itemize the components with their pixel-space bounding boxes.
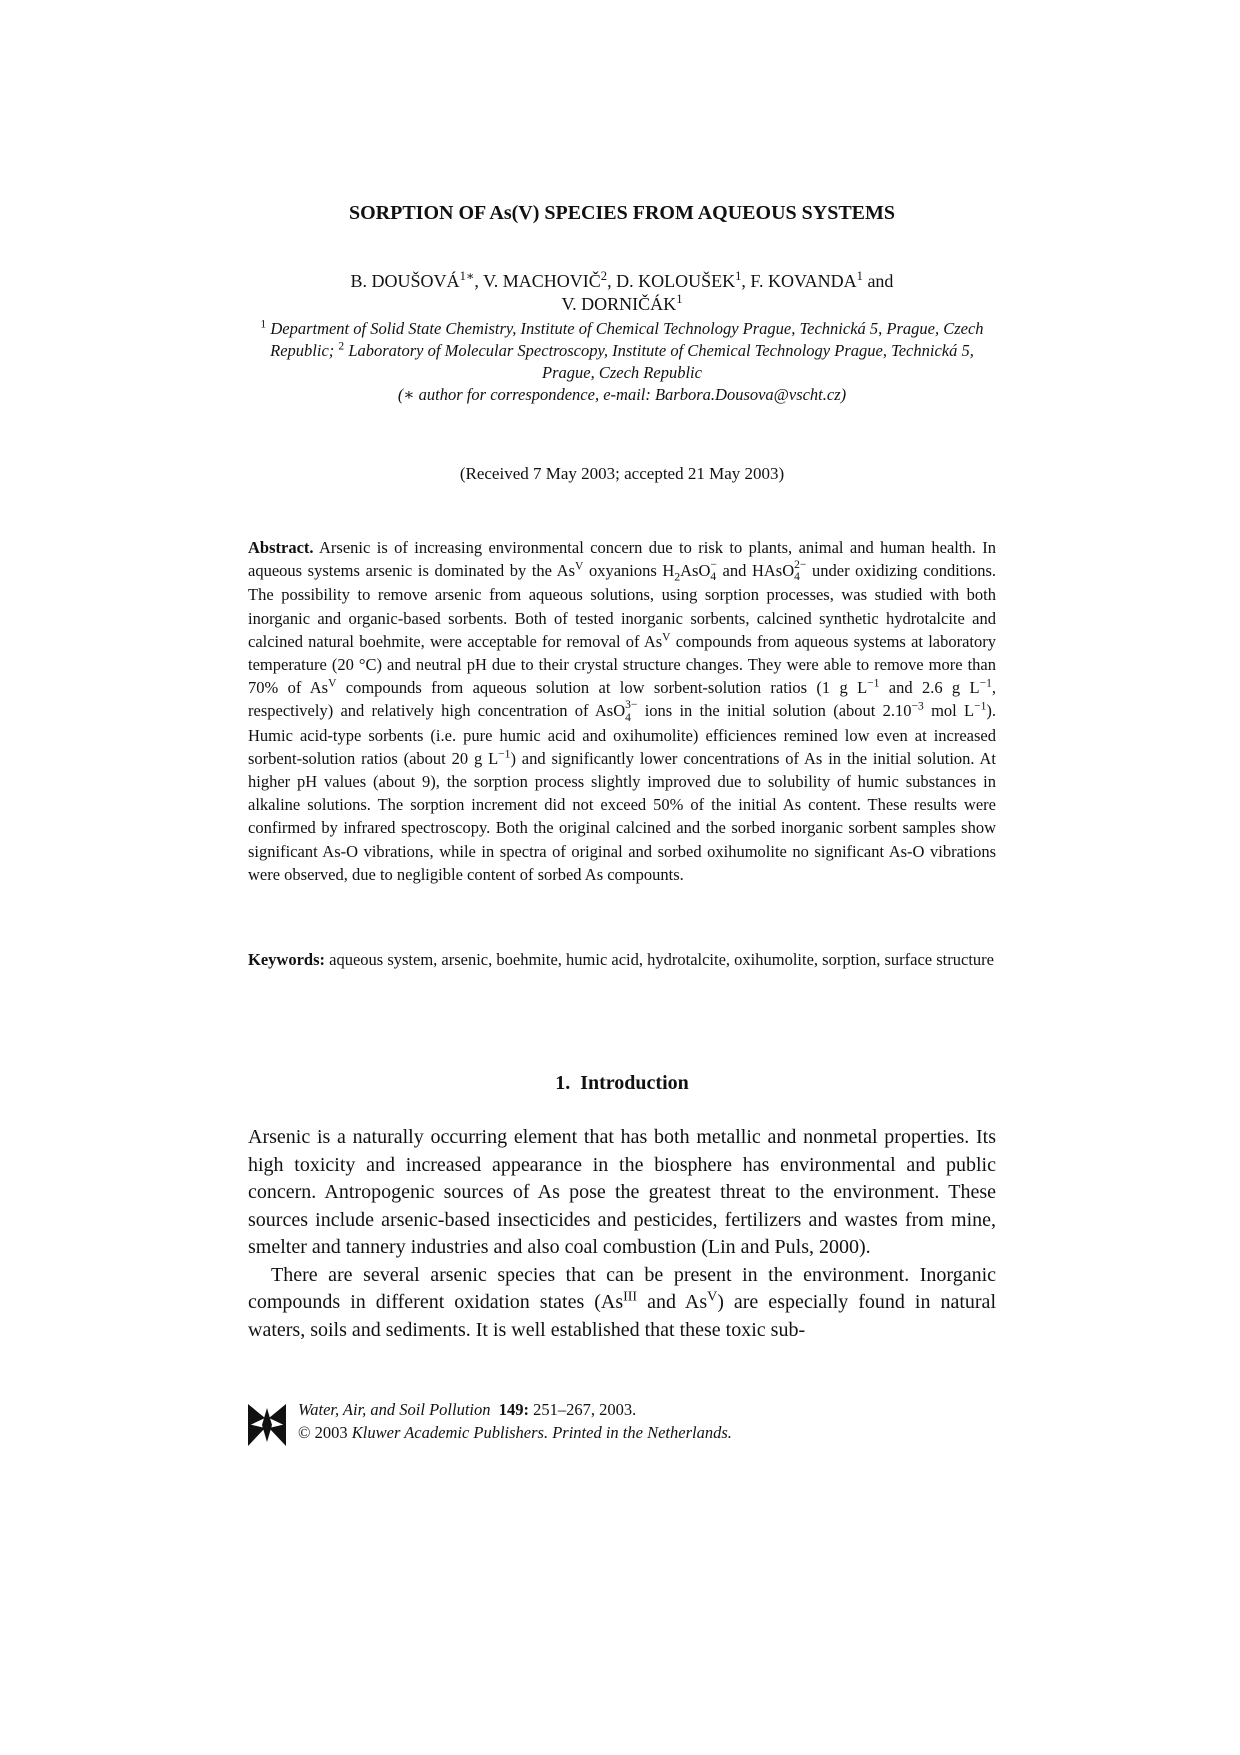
abstract-text: mol L [923,701,975,721]
abstract-sup: V [575,560,584,573]
section-heading [248,1072,996,1095]
affiliations [248,318,996,406]
ion-subscript: 4 [710,571,717,584]
journal-pages: 251–267, 2003. [529,1400,637,1419]
abstract-text: compounds from aqueous solution at low sorbent-solution ratios (1 g L [336,678,868,698]
abstract-sub: 2 [674,571,681,584]
section-title: Introduction [580,1072,689,1094]
abstract-text: compounds from aqueous systems at laboratory temperature (20 °C) and neutral pH due to their crystal structure changes. They were able to remove more than 70% of As [248,631,996,698]
abstract-sup: −1 [974,701,987,714]
abstract-text: , respectively) and relatively high concentration of AsO [248,678,996,721]
affil-num: 1 [260,318,267,331]
author-sup: 1 [735,269,742,283]
author-name: , D. KOLOUŠEK [607,271,736,291]
abstract-text: Arsenic is of increasing environmental concern due to risk to plants, animal and human health. In aqueous systems arsenic is dominated by the As [248,538,996,581]
abstract-text: under oxidizing conditions. The possibility to remove arsenic from aqueous solutions, using sorption processes, was studied with both inorganic and organic-based sorbents. Both of tested inorganic sorbents, calcined synthetic hydrotalcite and calcined natural boehmite, were acceptable for removal of As [248,561,996,651]
intro-body [248,1124,996,1344]
received-dates: (Received 7 May 2003; accepted 21 May 2003) [459,464,785,483]
author-and: and [862,271,894,291]
abstract-text: AsO [680,561,711,581]
abstract-sup: −1 [867,677,880,690]
author-name: B. DOUŠOVÁ [350,271,460,291]
copyright: © 2003 [298,1423,352,1442]
author-list [248,270,996,316]
abstract-text: ). Humic acid-type sorbents (i.e. pure humic acid and oxihumolite) efficiences remined low even at increased sorbent-solution ratios (about 20 g L [248,701,996,768]
journal-name: Water, Air, and Soil Pollution [298,1400,491,1419]
abstract-sup: V [328,677,337,690]
affil-text: Laboratory of Molecular Spectroscopy, Institute of Chemical Technology Prague, Technická 5, Prague, Czech Republic [344,341,974,382]
footer-text [298,1398,732,1444]
abstract-text: ions in the initial solution (about 2.10 [637,701,912,721]
keywords [248,948,996,971]
author-sup: 2 [600,269,608,283]
abstract-sup: −1 [498,748,511,761]
section-number: 1. [555,1072,571,1094]
correspondence: (∗ author for correspondence, e-mail: Barbora.Dousova@vscht.cz) [397,385,847,404]
abstract-text: oxyanions H [583,561,675,581]
abstract-sup: −3 [911,701,924,714]
abstract-text: and 2.6 g L [879,678,980,698]
ion-subscript: 4 [625,711,631,724]
author-name: , F. KOVANDA [741,271,857,291]
ion-charge: − [710,559,717,572]
keywords-label: Keywords: [248,950,325,969]
abstract-text: ) and significantly lower concentrations of As in the initial solution. At higher pH values (about 9), the sorption process slightly improved due to solubility of humic substances in alkaline solutions. The sorption increment did not exceed 50% of the initial As content. These results were confirmed by infrared spectroscopy. Both the original calcined and the sorbed inorganic sorbent samples show significant As-O vibrations, while in spectra of original and sorbed oxihumolite no significant As-O vibrations were observed, due to negligible content of sorbed As compounts. [248,748,996,884]
intro-sup: III [623,1289,638,1305]
abstract-sup: V [662,631,671,644]
affil-text: Department of Solid State Chemistry, Institute of Chemical Technology Prague, Technická 5, Prague, Czech Republic; [266,319,984,360]
author-sup: 1∗ [459,269,475,283]
abstract [248,536,996,886]
ion-charge: 3− [625,699,638,712]
intro-text: There are several arsenic species that can be present in the environment. Inorganic compounds in different oxidation states (As [248,1263,996,1313]
author-name: , V. MACHOVIČ [474,271,601,291]
journal-footer [248,1398,996,1454]
ion-index [794,559,806,583]
abstract-label: Abstract. [248,538,314,557]
paper-title: SORPTION OF As(V) SPECIES FROM AQUEOUS SYSTEMS [348,202,895,224]
intro-text: and As [637,1291,708,1313]
intro-paragraph-2 [248,1262,996,1345]
ion-subscript: 4 [794,571,800,584]
affil-num: 2 [338,340,345,353]
author-name: V. DORNIČÁK [561,294,677,314]
keywords-text: aqueous system, arsenic, boehmite, humic acid, hydrotalcite, oxihumolite, sorption, surface structure [325,950,994,969]
intro-paragraph-1: Arsenic is a naturally occurring element that has both metallic and nonmetal properties. Its high toxicity and increased appearance in the biosphere has environmental and public concern. Antropogenic sources of As pose the greatest threat to the environment. These sources include arsenic-based insecticides and pesticides, fertilizers and wastes from mine, smelter and tannery industries and also coal combustion (Lin and Puls, 2000). [248,1126,996,1258]
intro-sup: V [707,1289,718,1305]
intro-text: ) are especially found in natural waters, soils and sediments. It is well established that these toxic sub- [248,1291,996,1341]
author-sup: 1 [856,269,863,283]
author-sup: 1 [676,292,683,306]
kluwer-logo-icon [248,1404,286,1446]
journal-volume: 149: [498,1400,530,1419]
publisher: Kluwer Academic Publishers. Printed in the Netherlands. [351,1423,732,1442]
ion-charge: 2− [794,559,807,572]
abstract-text: and HAsO [716,561,795,581]
abstract-sup: −1 [979,677,992,690]
ion-index [625,699,637,723]
